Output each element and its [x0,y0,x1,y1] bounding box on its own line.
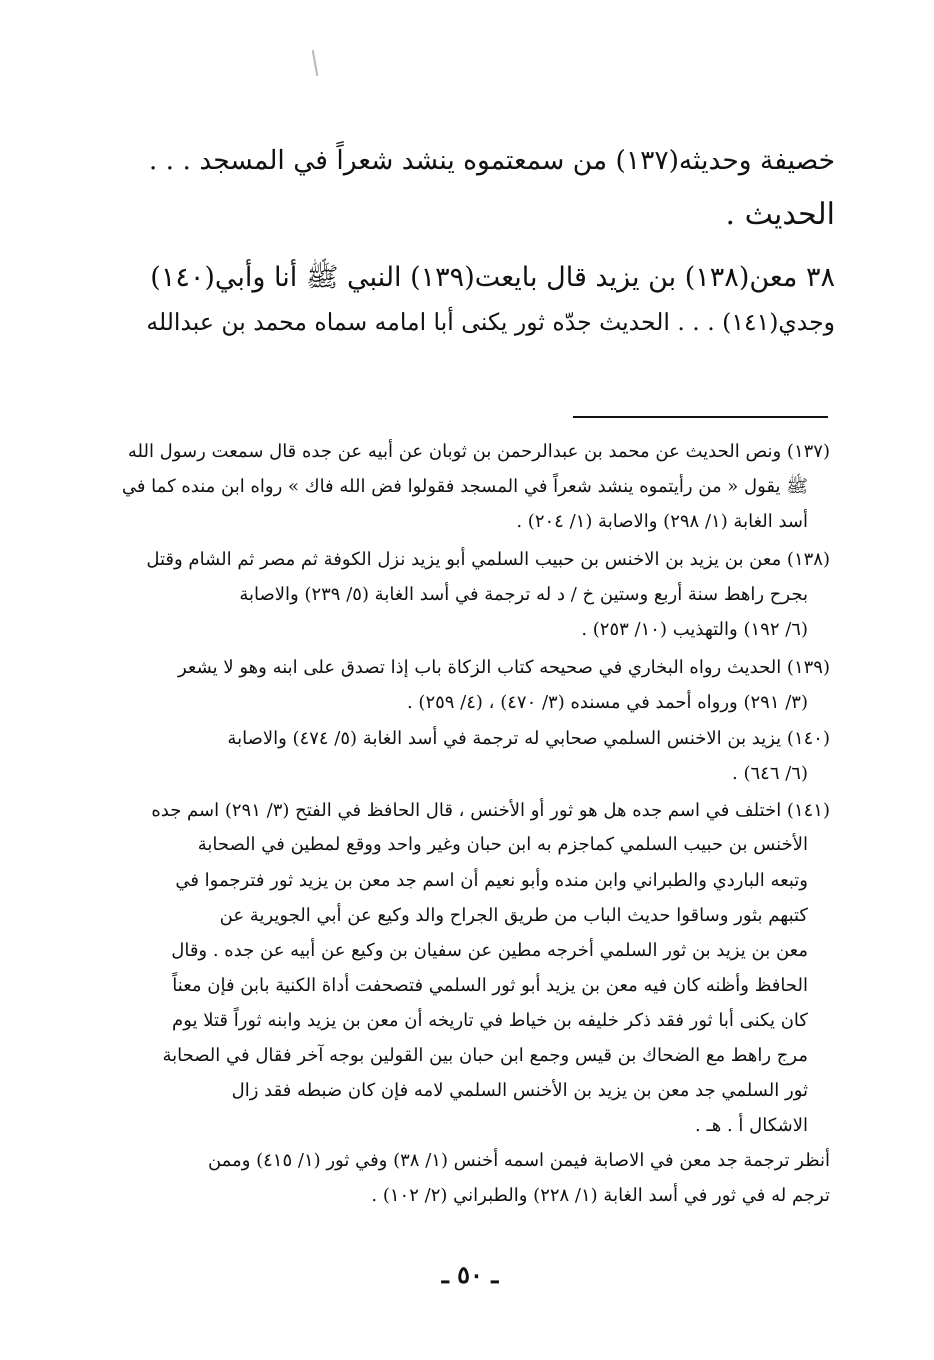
footnote-line: الاشكال أ . هـ . [695,1115,808,1136]
footnote-line: بجرح راهط سنة أربع وستين خ / د له ترجمة في أسد الغابة (٥/ ٢٣٩) والاصابة [239,584,808,605]
footnote-line: وتبعه الباردي والطبراني وابن منده وأبو نعيم أن اسم جد معن بن يزيد ثور فترجموا في [175,870,808,891]
main-text-line-1: خصيفة وحديثه(١٣٧) من سمعتموه ينشد شعراً في المسجد . . . [148,145,835,176]
footnote-line: (٦/ ١٩٢) والتهذيب (١٠/ ٢٥٣) . [581,619,808,640]
footnote-line: (١٤٠) يزيد بن الاخنس السلمي صحابي له ترجمة في أسد الغابة (٥/ ٤٧٤) والاصابة [227,728,830,749]
main-text-line-3: ٣٨ معن(١٣٨) بن يزيد قال بايعت(١٣٩) النبي ﷺ أنا وأبي(١٤٠) [150,262,835,293]
footnote-line: (١٣٨) معن بن يزيد بن الاخنس بن حبيب السلمي أبو يزيد نزل الكوفة ثم مصر ثم الشام وقتل [146,549,830,570]
footnote-line: ﷺ يقول « من رأيتموه ينشد شعراً في المسجد فقولوا فض الله فاك » رواه ابن منده كما في [121,476,808,497]
footnote-line: مرج راهط مع الضحاك بن قيس وجمع ابن حبان بين القولين بوجه آخر فقال في الصحابة [162,1045,808,1066]
main-text-line-2: الحديث . [725,197,835,232]
footnote-line: الحافظ وأظنه كان فيه معن بن يزيد أبو ثور السلمي فتصحفت أداة الكنية بابن فإن معناً [172,975,808,996]
footnote-line: أسد الغابة (١/ ٢٩٨) والاصابة (١/ ٢٠٤) . [516,511,808,532]
footnote-line: كان يكنى أبا ثور فقد ذكر خليفه بن خياط في تاريخه أن معن بن يزيد وابنه ثوراً قتلا يوم [172,1010,808,1031]
footnote-line: (١٣٧) ونص الحديث عن محمد بن عبدالرحمن بن ثوبان عن أبيه عن جده قال سمعت رسول الله [127,441,830,462]
footnote-line: أنظر ترجمة جد معن في الاصابة فيمن اسمه أخنس (١/ ٣٨) وفي ثور (١/ ٤١٥) وممن [207,1150,830,1171]
footnote-line: معن بن يزيد بن ثور السلمي أخرجه مطين عن سفيان بن وكيع عن أبيه عن جده . وقال [171,940,808,961]
footnote-separator [573,416,828,418]
footnote-line: ترجم له في ثور في أسد الغابة (١/ ٢٢٨) والطبراني (٢/ ١٠٢) . [371,1185,830,1206]
main-text-line-4: وجدي(١٤١) . . . الحديث جدّه ثور يكنى أبا امامه سماه محمد بن عبدالله [146,308,835,336]
footnote-line: ثور السلمي جد معن بن يزيد بن الأخنس السلمي لامه فإن كان ضبطه فقد زال [231,1080,808,1101]
footnote-line: (١٤١) اختلف في اسم جده هل هو ثور أو الأخنس ، قال الحافظ في الفتح (٣/ ٢٩١) اسم جده [151,800,830,821]
footnote-line: (١٣٩) الحديث رواه البخاري في صحيحه كتاب الزكاة باب إذا تصدق على ابنه وهو لا يشعر [177,657,830,678]
footnote-line: (٣/ ٢٩١) ورواه أحمد في مسنده (٣/ ٤٧٠) ، (٤/ ٢٥٩) . [406,692,808,713]
footnote-line: الأخنس بن حبيب السلمي كماجزم به ابن حبان وغير واحد ووقع لمطين في الصحابة [197,834,808,855]
scan-artifact-mark [312,50,318,76]
page-number: ـ ٥٠ ـ [441,1260,499,1289]
footnote-line: كتبهم بثور وساقوا حديث الباب من طريق الجراح والد وكيع عن أبي الجويرية عن [219,905,808,926]
footnote-line: (٦/ ٦٤٦) . [732,763,808,784]
